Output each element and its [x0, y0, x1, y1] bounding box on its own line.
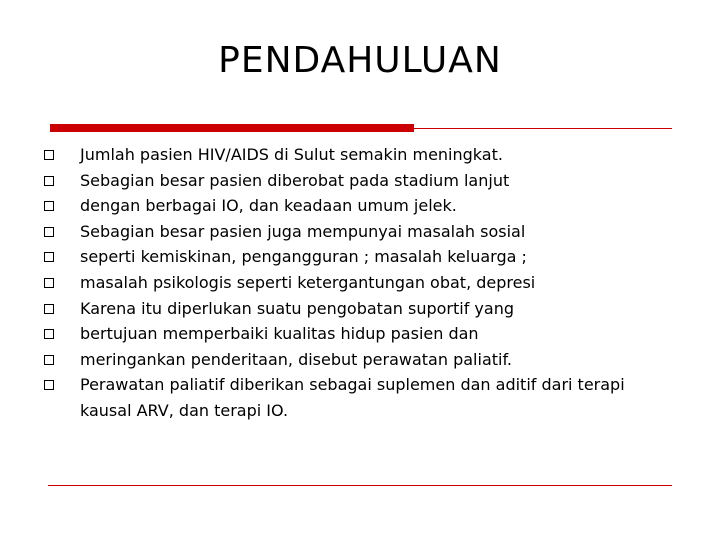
bullet-text: meringankan penderitaan, disebut perawatan paliatif. [80, 349, 513, 369]
footer-rule [48, 485, 672, 486]
hollow-square-bullet-icon [44, 201, 54, 211]
title-underline [50, 124, 672, 134]
hollow-square-bullet-icon [44, 355, 54, 365]
hollow-square-bullet-icon [44, 304, 54, 314]
hollow-square-bullet-icon [44, 176, 54, 186]
bullet-item [40, 193, 670, 219]
bullet-item [40, 296, 670, 322]
bullet-text: masalah psikologis seperti ketergantungan obat, depresi [80, 272, 536, 292]
bullet-item [40, 142, 670, 168]
bullet-item [40, 219, 670, 245]
hollow-square-bullet-icon [44, 252, 54, 262]
hollow-square-bullet-icon [44, 329, 54, 339]
bullet-item [40, 321, 670, 347]
bullet-item [40, 270, 670, 296]
slide-title: PENDAHULUAN [218, 40, 502, 81]
bullet-text: Karena itu diperlukan suatu pengobatan suportif yang [80, 298, 514, 318]
bullet-item [40, 372, 670, 423]
bullet-list [40, 142, 670, 424]
hollow-square-bullet-icon [44, 380, 54, 390]
bullet-text: seperti kemiskinan, pengangguran ; masalah keluarga ; [80, 247, 527, 267]
bullet-text: Perawatan paliatif diberikan sebagai suplemen dan aditif dari terapi kausal ARV, dan terapi IO. [80, 375, 625, 420]
bullet-item [40, 168, 670, 194]
title-underline-thick [50, 124, 414, 132]
bullet-text: bertujuan memperbaiki kualitas hidup pasien dan [80, 324, 479, 344]
bullet-item [40, 244, 670, 270]
hollow-square-bullet-icon [44, 227, 54, 237]
bullet-item [40, 347, 670, 373]
hollow-square-bullet-icon [44, 150, 54, 160]
bullet-text: Sebagian besar pasien juga mempunyai masalah sosial [80, 221, 526, 241]
bullet-text: dengan berbagai IO, dan keadaan umum jelek. [80, 196, 457, 216]
bullet-text: Jumlah pasien HIV/AIDS di Sulut semakin meningkat. [80, 145, 503, 164]
bullet-text: Sebagian besar pasien diberobat pada stadium lanjut [80, 170, 510, 190]
hollow-square-bullet-icon [44, 278, 54, 288]
